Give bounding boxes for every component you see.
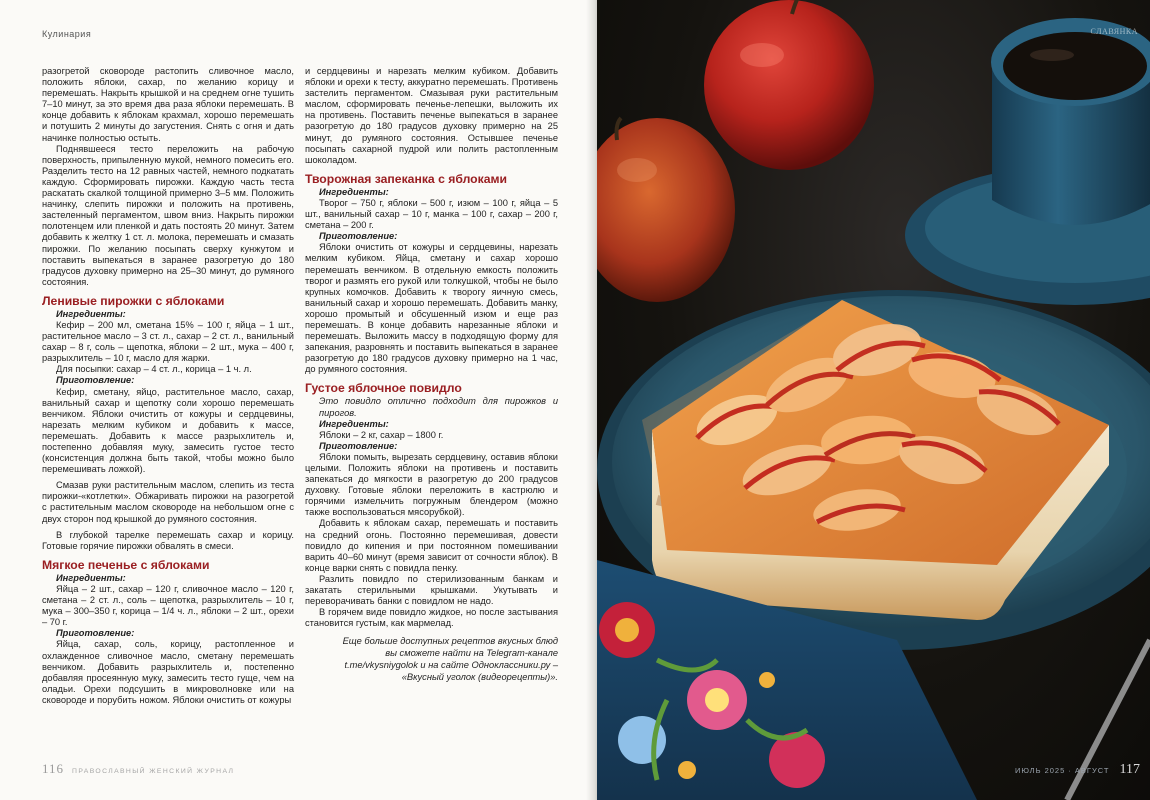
food-photo	[597, 0, 1150, 800]
paragraph: Смазав руки растительным маслом, слепить из теста пирожки-«котлетки». Обжаривать пирожки на разогретой с растительным маслом сковороде на небольшом огне с двух сторон под крышкой до румяного состояния.	[42, 480, 294, 524]
recipe-title-soft-cookies: Мягкое печенье с яблоками	[42, 557, 210, 572]
publisher-watermark: СЛАВЯНКА	[1090, 27, 1138, 36]
magazine-name: ПРАВОСЛАВНЫЙ ЖЕНСКИЙ ЖУРНАЛ	[72, 768, 235, 775]
footer-right	[1015, 762, 1140, 778]
paragraph: Яйца, сахар, соль, корицу, растопленное и охлажденное сливочное масло, сметану перемешать венчиком. Добавить разрыхлитель и, постепенно добавляя просеянную муку, замесить тесто гуще, чем на оладьи. Орехи подсушить в микроволновке или на сковороде и порубить ножом. Яблоки очистить от кожуры	[42, 639, 294, 705]
paragraph: В глубокой тарелке перемешать сахар и корицу. Готовые горячие пирожки обвалять в смеси.	[42, 529, 294, 551]
apple-left	[597, 118, 735, 302]
apple-top	[704, 0, 874, 170]
recipe-note: Это повидло отлично подходит для пирожков и пирогов.	[319, 396, 558, 418]
recipe-title-casserole: Творожная запеканка с яблоками	[305, 171, 507, 186]
page-number: 117	[1119, 762, 1140, 777]
preparation-label: Приготовление:	[56, 628, 135, 639]
ingredients-text: Кефир – 200 мл, сметана 15% – 100 г, яйца – 1 шт., растительное масло – 3 ст. л., сахар – 2 ст. л., ванильный сахар – 8 г, соль – щепотка, яблоки – 2 шт., мука – 400 г, разрыхлитель – 10 г, масло для жарки.	[42, 319, 294, 364]
coffee-cup	[905, 18, 1150, 305]
paragraph: Поднявшееся тесто переложить на рабочую поверхность, припыленную мукой, немного помесить его. Разделить тесто на 12 равных частей, немного подкатать каждую. Сформировать пирожки. Каждую часть теста раскатать скалкой толщиной примерно 3–5 мм. Положить начинку, слепить пирожки и положить на противень, застеленный пергаментом, швом вниз. Накрыть пирожки полотенцем или пленкой и дать постоять 20 минут. Затем добавить к желтку 1 ст. л. молока, перемешать и смазать пирожки. По желанию посыпать сверху кунжутом и поставить выпекаться в заранее разогретую до 180 градусов духовку примерно на 25–30 минут, до румяного состояния.	[42, 143, 294, 287]
preparation-label: Приготовление:	[56, 375, 135, 386]
ingredients-label: Ингредиенты:	[319, 418, 389, 429]
paragraph: Добавить к яблокам сахар, перемешать и поставить на средний огонь. Постоянно перемешивая, довести повидло до кипения и при постоянном помешивании варить 40–60 минут (время зависит от сочности яблок). В конце варки снять с повидла пенку.	[305, 518, 558, 573]
ingredients-text: Яйца – 2 шт., сахар – 120 г, сливочное масло – 120 г, сметана – 2 ст. л., соль – щепотка, разрыхлитель – 10 г, мука – 300–350 г, корица – 1/4 ч. л., яблоки – 2 шт., орехи – 70 г.	[42, 583, 294, 628]
ingredients-label: Ингредиенты:	[56, 572, 126, 583]
ingredients-text: Творог – 750 г, яблоки – 500 г, изюм – 100 г, яйца – 5 шт., ванильный сахар – 10 г, манка – 100 г, сахар – 200 г, сметана – 200 г.	[305, 197, 558, 231]
preparation-label: Приготовление:	[319, 440, 398, 451]
text-column-left	[42, 66, 294, 706]
credit-note: Еще больше доступных рецептов вкусных блюд вы сможете найти на Telegram-канале t.me/vkysniygolok и на сайте Одноклассники.ру – «Вкусный уголок (видеорецепты)».	[342, 636, 558, 683]
paragraph: Яблоки очистить от кожуры и сердцевины, нарезать мелким кубиком. Яйца, сметану и сахар хорошо перемешать венчиком. В отдельную емкость положить творог и размять его рукой или толкушкой, чтобы не было крупных комочков. Добавить к творогу яичную смесь, ванильный сахар и хорошо перемешать. Добавить манку, хорошо промытый и обсушенный изюм и еще раз перемешать. В конце добавить нарезанные яблоки и перемешать. Выложить массу в подходящую форму для запекания, разровнять и поставить выпекаться в заранее разогретую до 180 градусов духовку примерно на 1 час, до румяного состояния.	[305, 242, 558, 375]
paragraph: Яблоки помыть, вырезать сердцевину, оставив яблоки целыми. Положить яблоки на противень и поставить запекаться до мягкости в разогретую до 200 градусов духовку. Готовые яблоки переложить в кастрюлю и горячими измельчить погружным блендером (можно также воспользоваться мясорубкой).	[305, 451, 558, 518]
issue-date: ИЮЛЬ 2025 · АВГУСТ	[1015, 766, 1110, 775]
paragraph: Кефир, сметану, яйцо, растительное масло, сахар, ванильный сахар и щепотку соли хорошо перемешать венчиком. Яблоки очистить от кожуры и сердцевины, нарезать мелким кубиком и добавить к массе, перемешать. Добавить к массе разрыхлитель и, постепенно добавляя муку, замесить густое тесто (консистенция должна быть такой, чтобы можно было перемешивать ложкой).	[42, 386, 294, 475]
preparation-label: Приготовление:	[319, 231, 398, 242]
paragraph: разогретой сковороде растопить сливочное масло, положить яблоки, сахар, по желанию корицу и перемешать. Накрыть крышкой и на среднем огне тушить 7–10 минут, за это время два раза яблоки перемешать. В конце добавить к яблокам крахмал, хорошо перемешать и потушить 2 минуты до загустения. Снять с огня и дать начинке полностью остыть.	[42, 66, 294, 143]
text-column-right	[305, 66, 558, 683]
recipe-title-apple-jam: Густое яблочное повидло	[305, 381, 462, 396]
paragraph: Разлить повидло по стерилизованным банкам и закатать стерильными крышками. Укутывать и переворачивать банки с повидлом не надо.	[305, 573, 558, 607]
footer-left	[42, 761, 234, 777]
paragraph: В горячем виде повидло жидкое, но после застывания становится густым, как мармелад.	[305, 607, 558, 629]
paragraph: и сердцевины и нарезать мелким кубиком. Добавить яблоки и орехи к тесту, аккуратно перемешать. Противень застелить пергаментом. Смазывая руки растительным маслом, сформировать печенье-лепешки, выложить их на противень. Поставить печенье выпекаться в заранее разогретую до 180 градусов духовку примерно на 25 минут, до румяного состояния. Остывшее печенье посыпать сахарной пудрой или полить растопленным шоколадом.	[305, 66, 558, 165]
topping-text: Для посыпки: сахар – 4 ст. л., корица – 1 ч. л.	[56, 364, 252, 375]
photo-illustration	[597, 0, 1150, 800]
recipe-title-lazy-pies: Ленивые пирожки с яблоками	[42, 293, 225, 308]
ingredients-label: Ингредиенты:	[56, 308, 126, 319]
page-number: 116	[42, 761, 65, 776]
ingredients-text: Яблоки – 2 кг, сахар – 1800 г.	[319, 429, 444, 440]
ingredients-label: Ингредиенты:	[319, 186, 389, 197]
section-label: Кулинария	[42, 29, 92, 39]
